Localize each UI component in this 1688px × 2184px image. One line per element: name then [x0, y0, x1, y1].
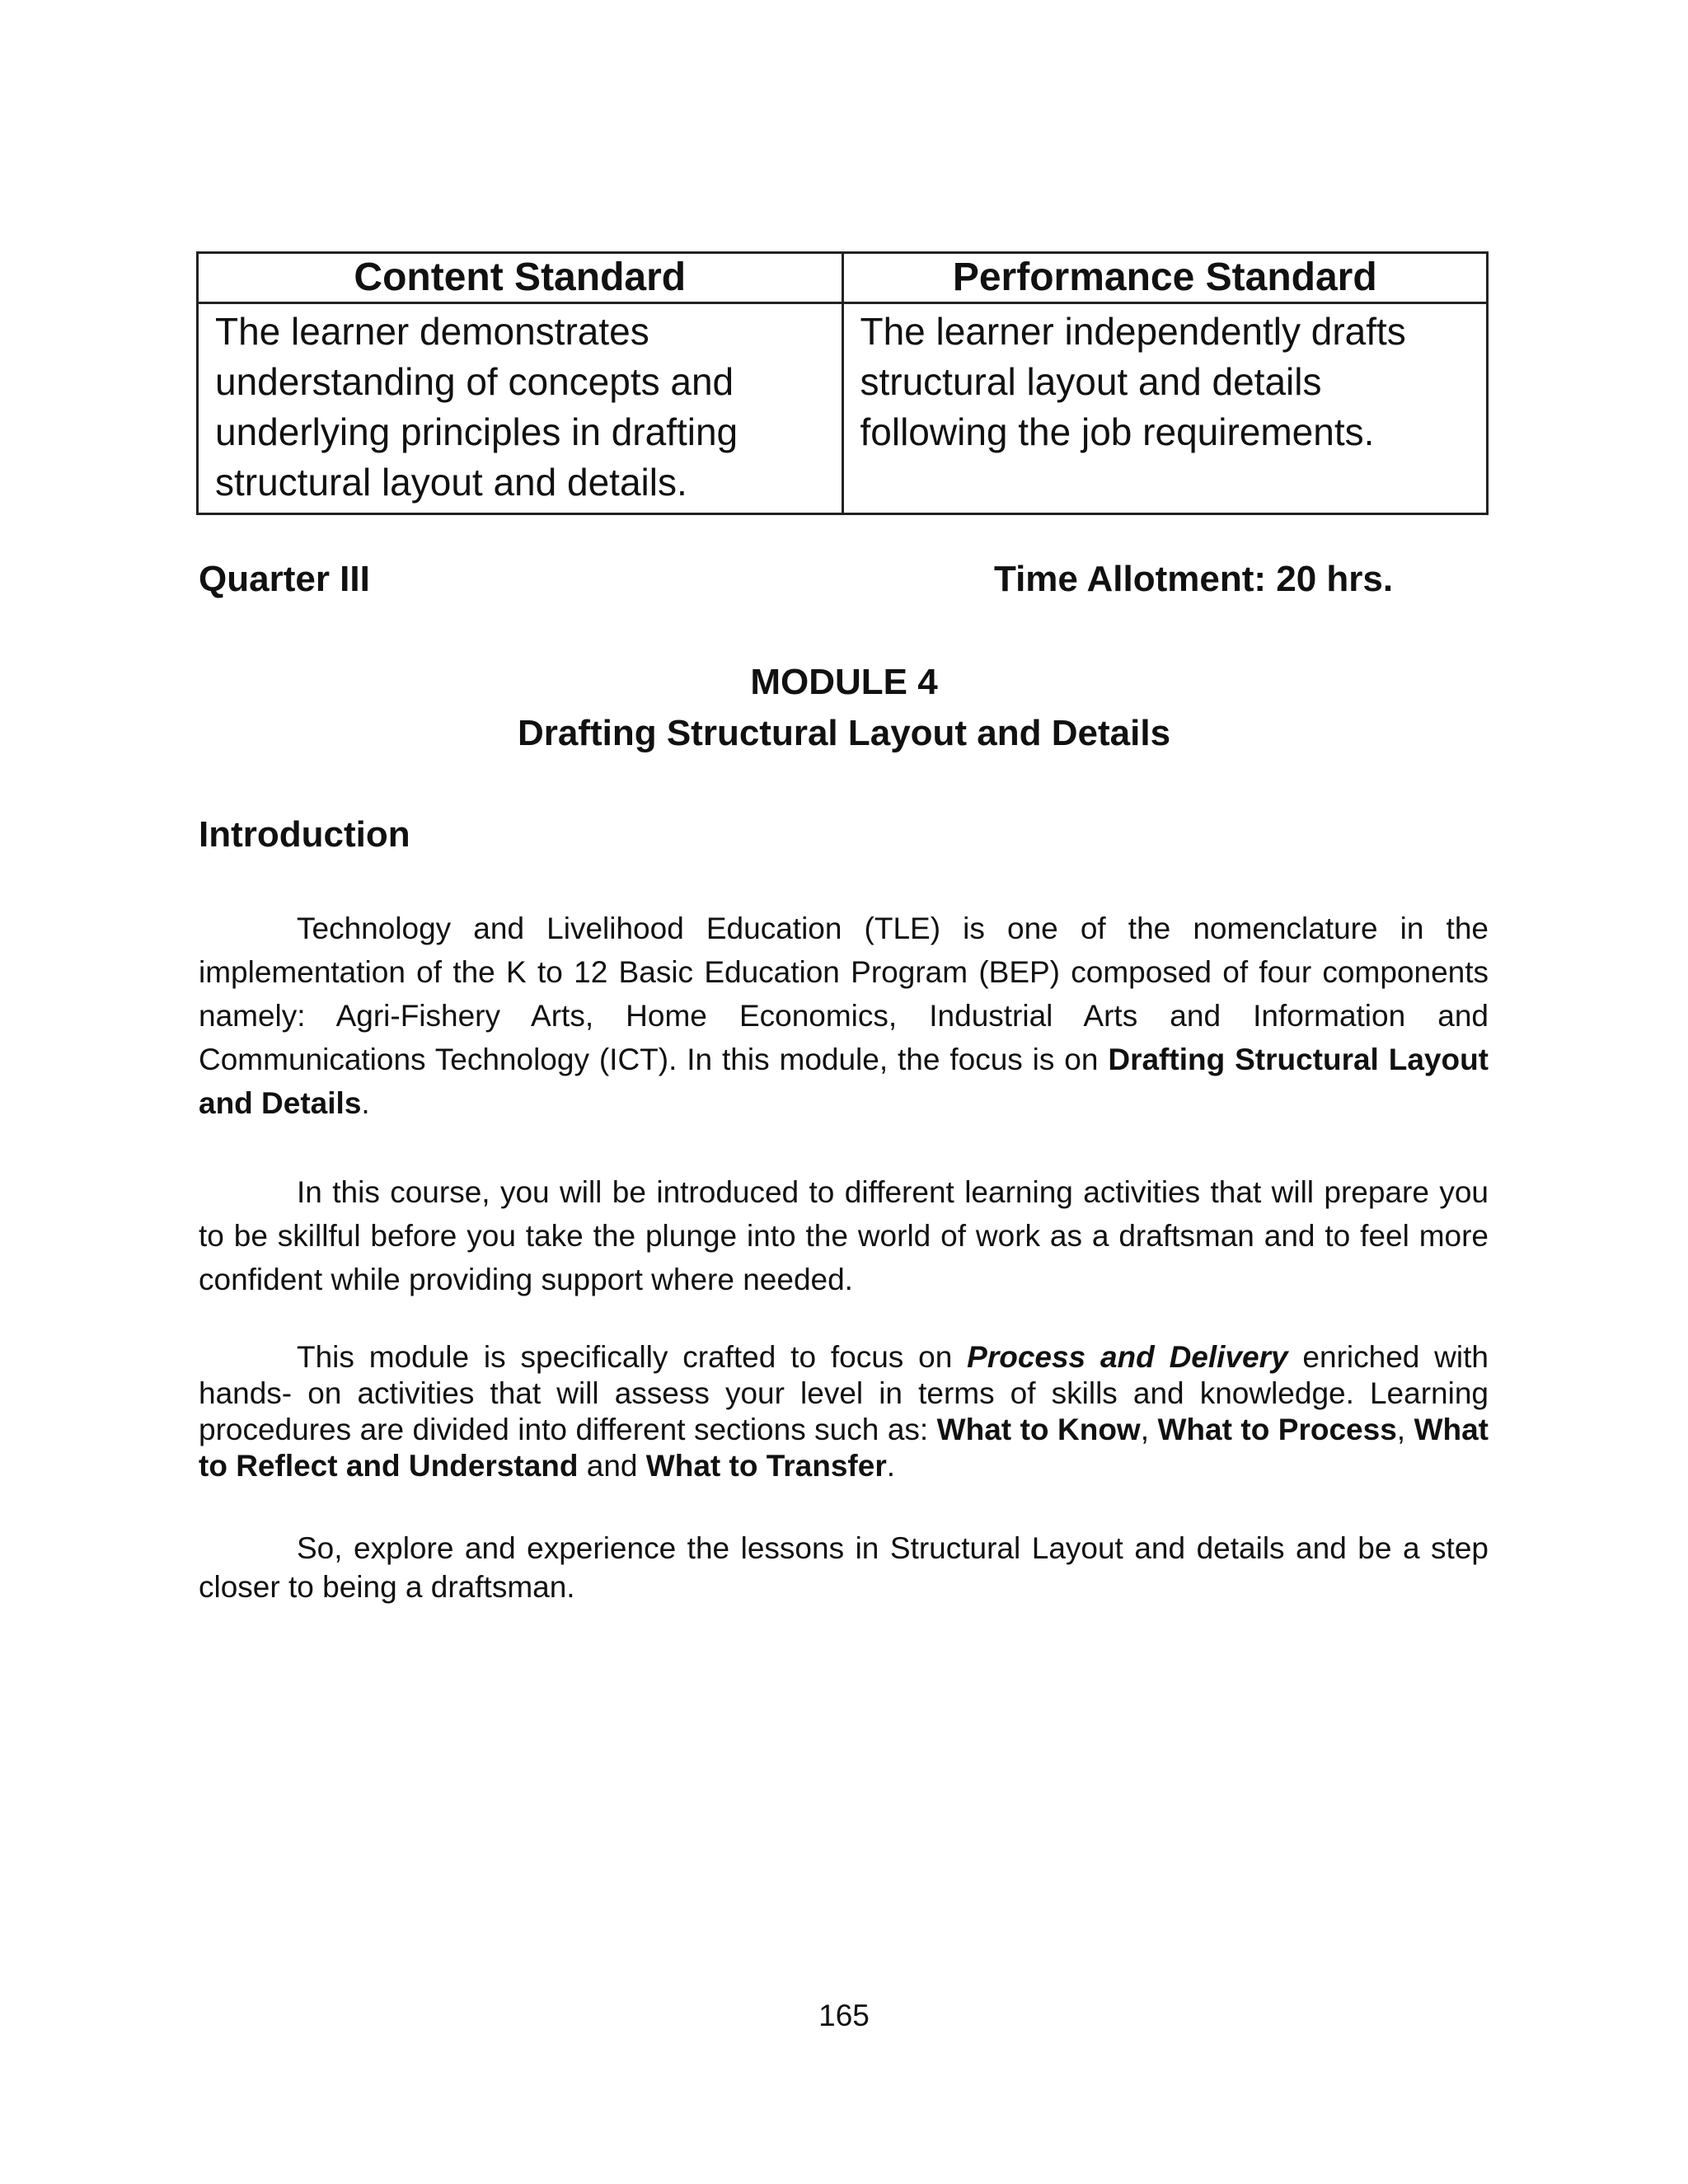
p3-k: .: [886, 1449, 895, 1483]
p3-what-to-transfer: What to Transfer: [645, 1449, 887, 1483]
content-standard-header: Content Standard: [198, 253, 843, 303]
p3-i: and: [578, 1449, 646, 1483]
p3-e: ,: [1140, 1413, 1158, 1446]
intro-paragraph-1: [199, 907, 1489, 1125]
p3-what-to-reflect: What to Reflect and Understand: [199, 1413, 1489, 1483]
introduction-heading: Introduction: [199, 814, 410, 855]
p3-a: This module is specifically crafted to focus on: [297, 1340, 968, 1374]
p3-g: ,: [1396, 1413, 1414, 1446]
quarter-label: Quarter III: [199, 559, 370, 599]
performance-standard-cell: The learner independently drafts structural layout and details following the job requirements.: [842, 303, 1488, 514]
p3-what-to-process: What to Process: [1157, 1413, 1397, 1446]
p1-text: Technology and Livelihood Education (TLE) is one of the nomenclature in the implementation of the K to 12 Basic Education Program (BEP) composed of four components namely: Agri-Fishery Arts, Home Economics, Industrial Arts and Information and Communications Technology (ICT). In this module, the focus is on: [199, 912, 1489, 1076]
intro-paragraph-3: [199, 1339, 1489, 1484]
p3-what-to-know: What to Know: [936, 1413, 1141, 1446]
performance-standard-header: Performance Standard: [842, 253, 1488, 303]
time-allotment: Time Allotment: 20 hrs.: [994, 559, 1394, 599]
p1-bold-module-name: Drafting Structural Layout and Details: [199, 1043, 1489, 1120]
intro-paragraph-4: So, explore and experience the lessons in Structural Layout and details and be a step closer to being a draftsman.: [199, 1531, 1489, 1604]
module-title: Drafting Structural Layout and Details: [517, 713, 1171, 753]
module-number: MODULE 4: [750, 662, 938, 702]
p3-c: enriched with hands- on activities that will assess your level in terms of skills and knowledge. Learning procedures are divided into different sections such as:: [199, 1340, 1489, 1446]
intro-paragraph-2: In this course, you will be introduced to different learning activities that will prepare you to be skillful before you take the plunge into the world of work as a draftsman and to feel more confident while providing support where needed.: [199, 1175, 1489, 1296]
standards-table: [196, 251, 1489, 515]
content-standard-cell: The learner demonstrates understanding of concepts and underlying principles in drafting structural layout and details.: [198, 303, 843, 514]
p1-end: .: [361, 1086, 370, 1120]
p3-process-delivery: Process and Delivery: [967, 1340, 1288, 1374]
page-number: 165: [818, 1999, 870, 2032]
